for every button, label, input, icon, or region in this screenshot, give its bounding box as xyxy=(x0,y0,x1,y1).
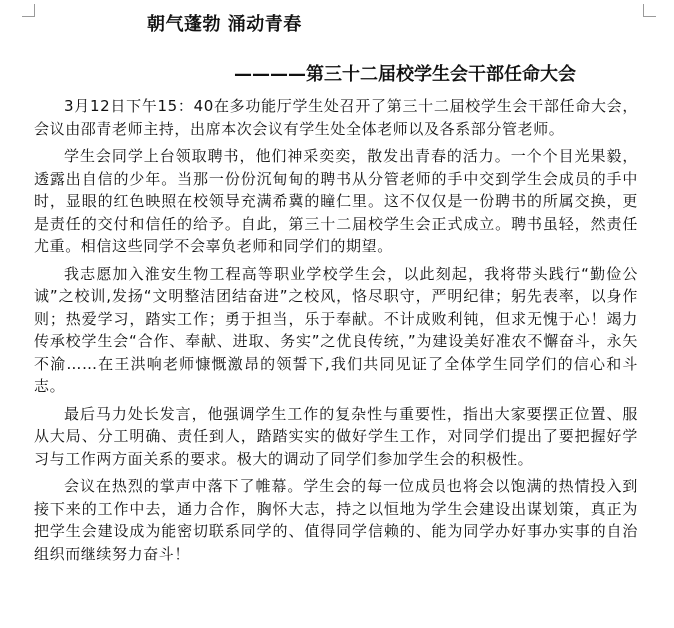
document-title: 朝气蓬勃 涌动青春 xyxy=(147,14,302,35)
paragraph-speech: 最后马力处长发言，他强调学生工作的复杂性与重要性，指出大家要摆正位置、服从大局、分工明确、责任到人，踏踏实实的做好学生工作，对同学们提出了要把握好学习与工作两方面关系的要求。极大的调动了同学们参加学生会的积极性。 xyxy=(34,404,638,468)
paragraph-certificates: 学生会同学上台领取聘书，他们神采奕奕，散发出青春的活力。一个个目光果毅，透露出自信的少年。当那一份份沉甸甸的聘书从分管老师的手中交到学生会成员的手中时，显眼的红色映照在校领导充满希冀的瞳仁里。这不仅仅是一份聘书的所属交换，更是责任的交付和信任的给予。自此，第三十二届校学生会正式成立。聘书虽轻，然责任尤重。相信这些同学不会辜负老师和同学们的期望。 xyxy=(34,147,638,255)
paragraph-oath: 我志愿加入淮安生物工程高等职业学校学生会，以此刻起，我将带头践行“勤俭公诚”之校训,发扬“文明整洁团结奋进”之校风，恪尽职守，严明纪律；躬先表率，以身作则；热爱学习，踏实工作；勇于担当，乐于奉献。不计成败利钝，但求无愧于心！竭力传承校学生会“合作、奉献、进取、务实”之优良传统，”为建设美好准农不懈奋斗，永矢不渝……在王洪响老师慷慨激昂的领誓下,我们共同见证了全体学生同学们的信心和斗志。 xyxy=(34,264,638,395)
margin-marker-top-right xyxy=(643,4,656,17)
paragraph-opening: 3月12日下午15：40在多功能厅学生处召开了第三十二届校学生会干部任命大会，会议由邵青老师主持，出席本次会议有学生处全体老师以及各系部分管老师。 xyxy=(34,97,638,138)
margin-marker-top-left xyxy=(22,4,35,17)
document-subtitle: ————第三十二届校学生会干部任命大会 xyxy=(234,64,576,85)
paragraph-closing: 会议在热烈的掌声中落下了帷幕。学生会的每一位成员也将会以饱满的热情投入到接下来的工作中去，通力合作，胸怀大志，持之以恒地为学生会建设出谋划策，真正为把学生会建设成为能密切联系同学的、值得同学信赖的、能为同学办好事办实事的自治组织而继续努力奋斗！ xyxy=(34,477,638,563)
document-body xyxy=(34,95,638,570)
